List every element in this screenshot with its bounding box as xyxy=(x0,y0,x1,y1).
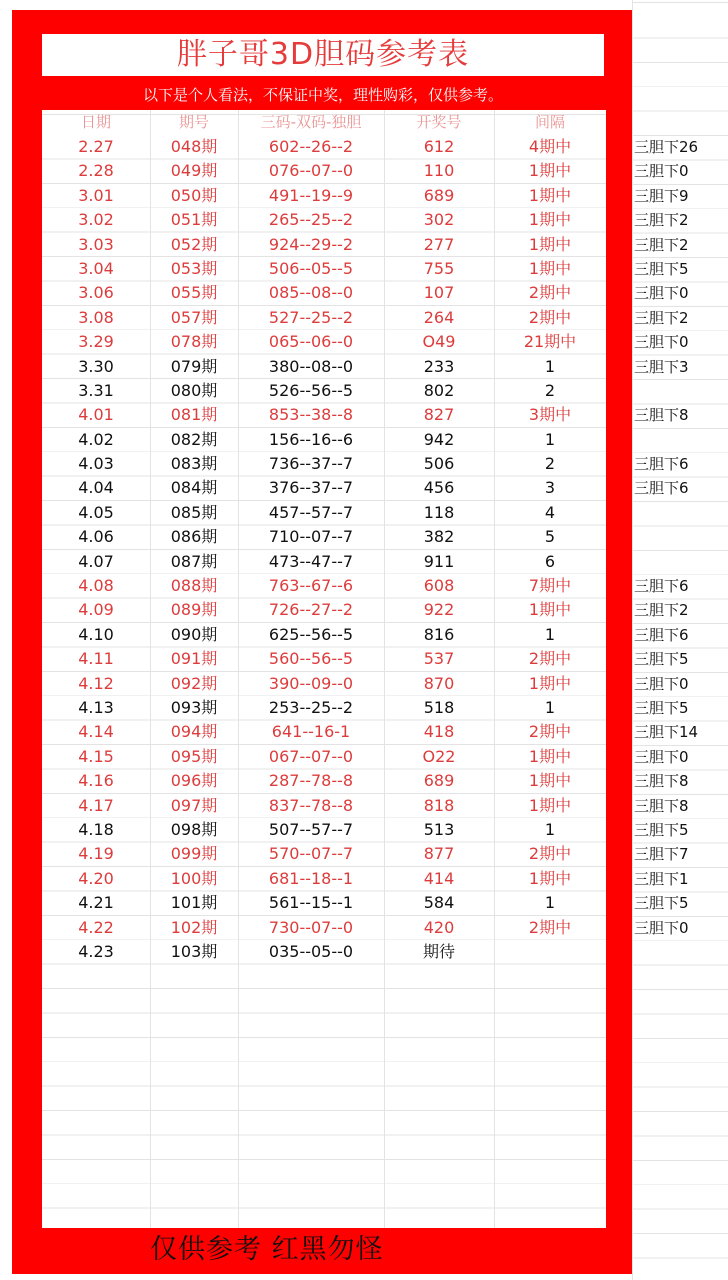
cell-draw: 612 xyxy=(423,137,455,156)
cell-interval: 1 xyxy=(544,429,556,449)
side-note: 三胆下5 xyxy=(634,650,689,669)
cell-issue: 084期 xyxy=(170,478,218,498)
cell-code: 265--25--2 xyxy=(268,210,354,230)
cell-code: 076--07--0 xyxy=(268,161,354,181)
cell-draw: 420 xyxy=(423,917,455,937)
cell-date: 4.21 xyxy=(78,893,114,913)
side-note xyxy=(634,428,728,452)
cell-issue: 087期 xyxy=(170,551,218,571)
cell-interval: 1期中 xyxy=(528,795,572,815)
cell-issue: 057期 xyxy=(170,307,218,327)
cell-issue: 097期 xyxy=(170,795,218,815)
cell-date: 4.12 xyxy=(78,673,114,693)
side-note: 三胆下5 xyxy=(634,820,689,839)
side-note: 三胆下0 xyxy=(634,747,689,766)
side-note: 三胆下1 xyxy=(634,869,689,888)
cell-date: 4.17 xyxy=(78,795,114,815)
cell-draw: 877 xyxy=(423,844,455,864)
side-note: 三胆下6 xyxy=(634,455,689,474)
cell-date: 3.29 xyxy=(78,332,114,352)
cell-interval: 21期中 xyxy=(523,332,577,352)
cell-code: 560--56--5 xyxy=(268,649,354,669)
cell-interval: 4 xyxy=(544,502,556,522)
cell-issue: 100期 xyxy=(170,868,218,888)
cell-draw: 277 xyxy=(423,234,455,254)
table-row xyxy=(42,476,606,500)
side-note xyxy=(634,940,728,964)
table-row xyxy=(42,184,606,208)
cell-issue: 053期 xyxy=(170,258,218,278)
cell-date: 4.11 xyxy=(78,649,114,669)
cell-issue: 083期 xyxy=(170,454,218,474)
header-issue: 期号 xyxy=(178,113,209,131)
table-row xyxy=(42,306,606,330)
cell-code: 473--47--7 xyxy=(268,551,354,571)
header-draw: 开奖号 xyxy=(416,113,462,131)
side-note: 三胆下0 xyxy=(634,918,689,937)
cell-issue: 052期 xyxy=(170,234,218,254)
cell-interval: 1期中 xyxy=(528,258,572,278)
table-row xyxy=(42,623,606,647)
cell-interval: 1 xyxy=(544,697,556,717)
cell-interval: 2期中 xyxy=(528,649,572,669)
header-code: 三码-双码-独胆 xyxy=(260,113,362,131)
cell-draw: 827 xyxy=(423,405,455,425)
cell-interval: 7期中 xyxy=(528,576,572,596)
cell-date: 2.28 xyxy=(78,161,114,181)
table-row xyxy=(42,525,606,549)
cell-code: 253--25--2 xyxy=(268,697,354,717)
table-row xyxy=(42,501,606,525)
cell-interval: 1期中 xyxy=(528,673,572,693)
table-row xyxy=(42,769,606,793)
cell-code: 837--78--8 xyxy=(268,795,354,815)
cell-date: 4.13 xyxy=(78,697,114,717)
cell-interval: 1期中 xyxy=(528,185,572,205)
cell-code: 924--29--2 xyxy=(268,234,354,254)
cell-date: 4.06 xyxy=(78,527,114,547)
cell-code: 457--57--7 xyxy=(268,502,354,522)
cell-draw: 506 xyxy=(423,454,455,474)
side-note: 三胆下2 xyxy=(634,308,689,327)
cell-code: 085--08--0 xyxy=(268,283,354,303)
cell-interval: 1 xyxy=(544,893,556,913)
side-note: 三胆下6 xyxy=(634,479,689,498)
table-body xyxy=(42,135,606,964)
cell-draw: 802 xyxy=(423,380,455,400)
cell-draw: 818 xyxy=(423,795,455,815)
cell-draw: 期待 xyxy=(422,941,455,961)
cell-date: 4.02 xyxy=(78,429,114,449)
table-row xyxy=(42,135,606,159)
cell-issue: 086期 xyxy=(170,527,218,547)
side-note: 三胆下0 xyxy=(634,674,689,693)
side-note xyxy=(634,550,728,574)
page-title: 胖子哥3D胆码参考表 xyxy=(42,34,604,76)
table-row xyxy=(42,159,606,183)
side-note: 三胆下0 xyxy=(634,333,689,352)
cell-draw: 118 xyxy=(423,502,455,522)
cell-issue: 096期 xyxy=(170,771,218,791)
table-row xyxy=(42,452,606,476)
cell-draw: 922 xyxy=(423,600,455,620)
cell-code: 730--07--0 xyxy=(268,917,354,937)
cell-issue: 101期 xyxy=(170,893,218,913)
cell-code: 491--19--9 xyxy=(268,185,354,205)
side-note: 三胆下26 xyxy=(634,138,699,156)
cell-code: 726--27--2 xyxy=(268,600,354,620)
cell-date: 4.03 xyxy=(78,454,114,474)
table-row xyxy=(42,233,606,257)
cell-date: 3.31 xyxy=(78,380,114,400)
cell-date: 4.18 xyxy=(78,819,114,839)
side-note: 三胆下2 xyxy=(634,235,689,254)
table-row xyxy=(42,842,606,866)
cell-interval: 5 xyxy=(544,527,556,547)
cell-date: 4.07 xyxy=(78,551,114,571)
cell-code: 681--18--1 xyxy=(268,868,354,888)
cell-code: 570--07--7 xyxy=(268,844,354,864)
side-note: 三胆下5 xyxy=(634,894,689,913)
cell-draw: 689 xyxy=(423,771,455,791)
cell-code: 736--37--7 xyxy=(268,454,354,474)
cell-interval: 2期中 xyxy=(528,722,572,742)
table-row xyxy=(42,330,606,354)
cell-date: 3.04 xyxy=(78,258,114,278)
cell-draw: 689 xyxy=(423,185,455,205)
cell-draw: 911 xyxy=(423,551,455,571)
cell-date: 4.01 xyxy=(78,405,114,425)
cell-draw: 382 xyxy=(423,527,455,547)
cell-issue: 095期 xyxy=(170,746,218,766)
disclaimer-text: 以下是个人看法，不保证中奖，理性购彩，仅供参考。 xyxy=(142,86,503,104)
cell-date: 4.04 xyxy=(78,478,114,498)
cell-issue: 089期 xyxy=(170,600,218,620)
side-note: 三胆下2 xyxy=(634,211,689,230)
cell-date: 4.08 xyxy=(78,576,114,596)
cell-interval: 2 xyxy=(544,380,556,400)
cell-code: 035--05--0 xyxy=(268,941,354,961)
cell-code: 526--56--5 xyxy=(268,380,354,400)
table-row xyxy=(42,550,606,574)
cell-issue: 098期 xyxy=(170,819,218,839)
cell-draw: 110 xyxy=(423,161,455,181)
cell-code: 287--78--8 xyxy=(268,771,354,791)
side-note: 三胆下8 xyxy=(634,406,689,425)
cell-draw: 456 xyxy=(423,478,455,498)
cell-code: 506--05--5 xyxy=(268,258,354,278)
side-note: 三胆下0 xyxy=(634,162,689,181)
side-note: 三胆下8 xyxy=(634,796,689,815)
side-note: 三胆下7 xyxy=(634,845,689,864)
cell-interval: 3 xyxy=(544,478,556,498)
cell-interval: 1期中 xyxy=(528,210,572,230)
cell-issue: 049期 xyxy=(170,161,218,181)
column-divider xyxy=(150,110,151,1228)
table-row xyxy=(42,428,606,452)
cell-issue: 048期 xyxy=(170,137,218,156)
cell-draw: O22 xyxy=(422,746,456,766)
cell-draw: 302 xyxy=(423,210,455,230)
cell-interval: 2期中 xyxy=(528,283,572,303)
cell-issue: 050期 xyxy=(170,185,218,205)
side-note: 三胆下2 xyxy=(634,601,689,620)
cell-issue: 079期 xyxy=(170,356,218,376)
side-note: 三胆下8 xyxy=(634,772,689,791)
cell-draw: 233 xyxy=(423,356,455,376)
table-header xyxy=(42,110,606,135)
cell-issue: 081期 xyxy=(170,405,218,425)
cell-issue: 085期 xyxy=(170,502,218,522)
cell-issue: 094期 xyxy=(170,722,218,742)
cell-date: 3.01 xyxy=(78,185,114,205)
cell-date: 4.14 xyxy=(78,722,114,742)
side-note: 三胆下3 xyxy=(634,357,689,376)
cell-draw: O49 xyxy=(422,332,456,352)
table-row xyxy=(42,818,606,842)
cell-code: 602--26--2 xyxy=(268,137,354,156)
cell-interval xyxy=(494,940,606,964)
cell-date: 4.05 xyxy=(78,502,114,522)
side-note: 三胆下5 xyxy=(634,259,689,278)
cell-interval: 1期中 xyxy=(528,771,572,791)
cell-code: 561--15--1 xyxy=(268,893,354,913)
cell-code: 065--06--0 xyxy=(268,332,354,352)
table-row xyxy=(42,598,606,622)
cell-draw: 518 xyxy=(423,697,455,717)
table-row xyxy=(42,696,606,720)
side-note xyxy=(634,525,728,549)
cell-issue: 092期 xyxy=(170,673,218,693)
cell-draw: 942 xyxy=(423,429,455,449)
cell-date: 4.20 xyxy=(78,868,114,888)
cell-issue: 093期 xyxy=(170,697,218,717)
cell-date: 4.16 xyxy=(78,771,114,791)
cell-draw: 608 xyxy=(423,576,455,596)
table-row xyxy=(42,379,606,403)
cell-issue: 082期 xyxy=(170,429,218,449)
cell-date: 3.30 xyxy=(78,356,114,376)
column-divider xyxy=(494,110,495,1228)
cell-interval: 2期中 xyxy=(528,917,572,937)
cell-code: 641--16-1 xyxy=(271,722,351,742)
cell-code: 853--38--8 xyxy=(268,405,354,425)
column-divider xyxy=(238,110,239,1228)
side-note: 三胆下5 xyxy=(634,698,689,717)
side-note xyxy=(634,501,728,525)
cell-interval: 2期中 xyxy=(528,844,572,864)
cell-draw: 537 xyxy=(423,649,455,669)
cell-code: 507--57--7 xyxy=(268,819,354,839)
cell-date: 2.27 xyxy=(78,137,114,156)
cell-draw: 870 xyxy=(423,673,455,693)
cell-interval: 1期中 xyxy=(528,161,572,181)
side-note: 三胆下6 xyxy=(634,625,689,644)
cell-draw: 107 xyxy=(423,283,455,303)
cell-code: 067--07--0 xyxy=(268,746,354,766)
column-divider xyxy=(384,110,385,1228)
cell-interval: 2期中 xyxy=(528,307,572,327)
cell-draw: 414 xyxy=(423,868,455,888)
cell-interval: 2 xyxy=(544,454,556,474)
side-note xyxy=(634,379,728,403)
table-row xyxy=(42,208,606,232)
cell-code: 376--37--7 xyxy=(268,478,354,498)
cell-issue: 051期 xyxy=(170,210,218,230)
cell-issue: 078期 xyxy=(170,332,218,352)
cell-draw: 513 xyxy=(423,819,455,839)
cell-issue: 091期 xyxy=(170,649,218,669)
cell-draw: 418 xyxy=(423,722,455,742)
header-date: 日期 xyxy=(80,113,111,131)
cell-code: 380--08--0 xyxy=(268,356,354,376)
cell-date: 3.02 xyxy=(78,210,114,230)
table-row xyxy=(42,745,606,769)
cell-interval: 1期中 xyxy=(528,868,572,888)
table-row xyxy=(42,720,606,744)
table-row xyxy=(42,672,606,696)
cell-interval: 1 xyxy=(544,819,556,839)
table-row xyxy=(42,916,606,940)
cell-date: 4.19 xyxy=(78,844,114,864)
table-row xyxy=(42,355,606,379)
table-row xyxy=(42,940,606,964)
side-note: 三胆下0 xyxy=(634,284,689,303)
cell-interval: 1 xyxy=(544,356,556,376)
footer-text: 仅供参考 红黑勿怪 xyxy=(150,1234,384,1265)
prediction-table xyxy=(42,110,606,1228)
cell-interval: 1期中 xyxy=(528,234,572,254)
cell-issue: 088期 xyxy=(170,576,218,596)
cell-date: 4.09 xyxy=(78,600,114,620)
table-row xyxy=(42,867,606,891)
cell-interval: 4期中 xyxy=(528,137,572,156)
cell-interval: 6 xyxy=(544,551,556,571)
cell-code: 156--16--6 xyxy=(268,429,354,449)
cell-interval: 1 xyxy=(544,624,556,644)
table-row xyxy=(42,574,606,598)
table-row xyxy=(42,891,606,915)
table-row xyxy=(42,794,606,818)
cell-code: 763--67--6 xyxy=(268,576,354,596)
cell-date: 3.03 xyxy=(78,234,114,254)
cell-issue: 102期 xyxy=(170,917,218,937)
cell-interval: 3期中 xyxy=(528,405,572,425)
table-row xyxy=(42,403,606,427)
side-note: 三胆下9 xyxy=(634,186,689,205)
cell-interval: 1期中 xyxy=(528,746,572,766)
cell-issue: 080期 xyxy=(170,380,218,400)
cell-draw: 755 xyxy=(423,258,455,278)
cell-interval: 1期中 xyxy=(528,600,572,620)
cell-draw: 816 xyxy=(423,624,455,644)
cell-date: 4.23 xyxy=(78,941,114,961)
side-note: 三胆下6 xyxy=(634,577,689,596)
table-row xyxy=(42,257,606,281)
cell-date: 4.22 xyxy=(78,917,114,937)
side-note: 三胆下14 xyxy=(634,723,699,742)
cell-issue: 099期 xyxy=(170,844,218,864)
cell-code: 710--07--7 xyxy=(268,527,354,547)
cell-date: 3.08 xyxy=(78,307,114,327)
table-row xyxy=(42,647,606,671)
table-row xyxy=(42,281,606,305)
header-interval: 间隔 xyxy=(534,113,565,131)
cell-date: 3.06 xyxy=(78,283,114,303)
cell-issue: 103期 xyxy=(170,941,218,961)
cell-draw: 264 xyxy=(423,307,455,327)
cell-draw: 584 xyxy=(423,893,455,913)
cell-code: 527--25--2 xyxy=(268,307,354,327)
cell-date: 4.15 xyxy=(78,746,114,766)
cell-code: 390--09--0 xyxy=(268,673,354,693)
side-notes xyxy=(634,135,728,964)
cell-issue: 055期 xyxy=(170,283,218,303)
cell-date: 4.10 xyxy=(78,624,114,644)
cell-code: 625--56--5 xyxy=(268,624,354,644)
cell-issue: 090期 xyxy=(170,624,218,644)
